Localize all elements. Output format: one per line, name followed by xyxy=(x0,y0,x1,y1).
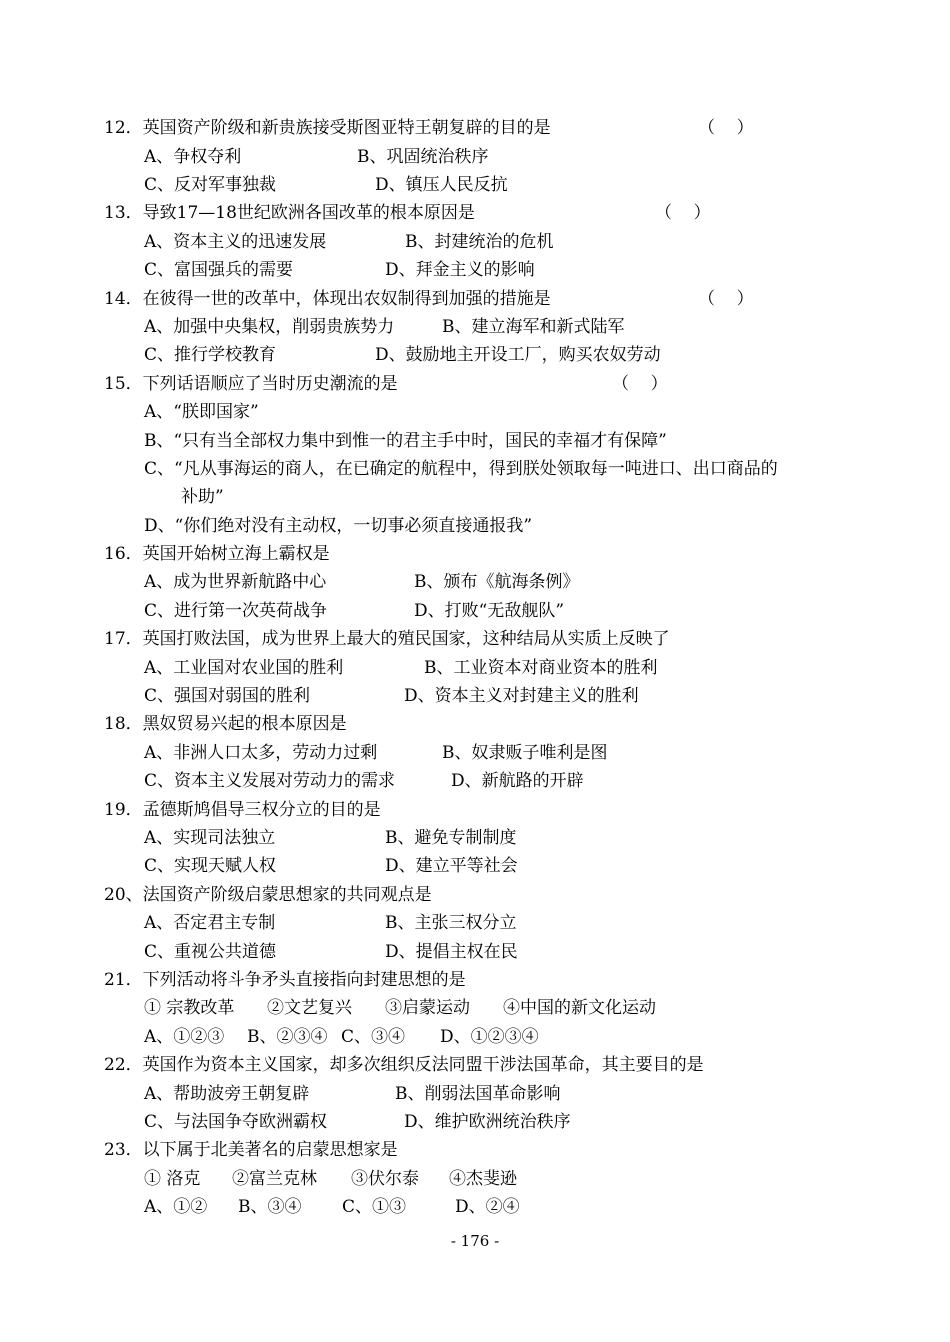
option-a: A、①② xyxy=(144,1197,208,1217)
option-b: B、避免专制制度 xyxy=(385,828,517,848)
option-a: A、“朕即国家” xyxy=(144,402,259,422)
option-a: A、实现司法独立 xyxy=(144,828,276,848)
option-d: D、打败“无敌舰队” xyxy=(414,601,565,621)
option-d: D、鼓励地主开设工厂，购买农奴劳动 xyxy=(375,345,661,365)
item-1: ① 宗教改革 xyxy=(144,998,235,1018)
item-3: ③伏尔泰 xyxy=(351,1169,419,1189)
question-21-stem: 21．下列活动将斗争矛头直接指向封建思想的是 xyxy=(104,970,466,990)
option-c: C、进行第一次英荷战争 xyxy=(144,601,328,621)
item-4: ④杰斐逊 xyxy=(449,1169,517,1189)
question-13-answer-blank: （ ） xyxy=(655,203,711,223)
option-a: A、争权夺利 xyxy=(144,147,242,167)
option-a: A、加强中央集权，削弱贵族势力 xyxy=(144,317,395,337)
option-b: B、“只有当全部权力集中到惟一的君主手中时，国民的幸福才有保障” xyxy=(144,431,667,451)
question-14-answer-blank: （ ） xyxy=(698,289,754,309)
item-3: ③启蒙运动 xyxy=(385,998,470,1018)
option-c: C、与法国争夺欧洲霸权 xyxy=(144,1112,328,1132)
option-c: C、“凡从事海运的商人，在已确定的航程中，得到朕处领取每一吨进口、出口商品的 xyxy=(144,459,778,479)
option-b: B、工业资本对商业资本的胜利 xyxy=(424,658,658,678)
option-d: D、①②③④ xyxy=(440,1027,539,1047)
option-a: A、①②③ xyxy=(144,1027,225,1047)
question-19-stem: 19．孟德斯鸠倡导三权分立的目的是 xyxy=(104,800,381,820)
option-c: C、①③ xyxy=(342,1197,407,1217)
question-18-stem: 18．黑奴贸易兴起的根本原因是 xyxy=(104,714,347,734)
option-c: C、实现天赋人权 xyxy=(144,856,277,876)
option-d: D、资本主义对封建主义的胜利 xyxy=(404,686,639,706)
question-16-stem: 16．英国开始树立海上霸权是 xyxy=(104,544,330,564)
option-b: B、巩固统治秩序 xyxy=(357,147,489,167)
option-d: D、镇压人民反抗 xyxy=(375,175,508,195)
option-b: B、颁布《航海条例》 xyxy=(414,572,580,592)
option-b: B、③④ xyxy=(238,1197,302,1217)
option-d: D、②④ xyxy=(455,1197,520,1217)
option-a: A、非洲人口太多，劳动力过剩 xyxy=(144,743,378,763)
page-number: - 176 - xyxy=(450,1232,500,1250)
option-d: D、建立平等社会 xyxy=(385,856,518,876)
question-12-answer-blank: （ ） xyxy=(698,118,754,138)
question-17-stem: 17．英国打败法国，成为世界上最大的殖民国家，这种结局从实质上反映了 xyxy=(104,629,670,649)
question-22-stem: 22．英国作为资本主义国家，却多次组织反法同盟干涉法国革命，其主要目的是 xyxy=(104,1055,704,1075)
question-13-stem: 13．导致17—18世纪欧洲各国改革的根本原因是 xyxy=(104,203,475,223)
option-c: C、强国对弱国的胜利 xyxy=(144,686,311,706)
option-a: A、资本主义的迅速发展 xyxy=(144,232,327,252)
item-2: ②文艺复兴 xyxy=(267,998,352,1018)
option-a: A、成为世界新航路中心 xyxy=(144,572,327,592)
question-20-stem: 20、法国资产阶级启蒙思想家的共同观点是 xyxy=(104,885,432,905)
option-b: B、封建统治的危机 xyxy=(405,232,554,252)
item-4: ④中国的新文化运动 xyxy=(503,998,656,1018)
option-a: A、否定君主专制 xyxy=(144,913,276,933)
option-c: C、重视公共道德 xyxy=(144,942,277,962)
item-1: ① 洛克 xyxy=(144,1169,201,1189)
option-c: C、反对军事独裁 xyxy=(144,175,277,195)
option-c: C、③④ xyxy=(341,1027,406,1047)
option-a: A、帮助波旁王朝复辟 xyxy=(144,1084,310,1104)
option-b: B、奴隶贩子唯利是图 xyxy=(442,743,608,763)
question-12-stem: 12．英国资产阶级和新贵族接受斯图亚特王朝复辟的目的是 xyxy=(104,118,551,138)
option-b: B、削弱法国革命影响 xyxy=(395,1084,561,1104)
option-d: D、提倡主权在民 xyxy=(385,942,518,962)
question-14-stem: 14．在彼得一世的改革中，体现出农奴制得到加强的措施是 xyxy=(104,289,551,309)
option-a: A、工业国对农业国的胜利 xyxy=(144,658,344,678)
option-c: C、推行学校教育 xyxy=(144,345,277,365)
option-d: D、新航路的开辟 xyxy=(451,771,584,791)
question-15-answer-blank: （ ） xyxy=(612,374,668,394)
option-d: D、维护欧洲统治秩序 xyxy=(404,1112,571,1132)
option-c-continued: 补助” xyxy=(181,487,224,507)
option-d: D、“你们绝对没有主动权，一切事必须直接通报我” xyxy=(144,516,533,536)
option-b: B、主张三权分立 xyxy=(385,913,517,933)
option-c: C、富国强兵的需要 xyxy=(144,260,294,280)
question-23-stem: 23．以下属于北美著名的启蒙思想家是 xyxy=(104,1140,398,1160)
option-c: C、资本主义发展对劳动力的需求 xyxy=(144,771,396,791)
option-b: B、②③④ xyxy=(247,1027,328,1047)
item-2: ②富兰克林 xyxy=(232,1169,317,1189)
question-15-stem: 15．下列话语顺应了当时历史潮流的是 xyxy=(104,374,398,394)
option-d: D、拜金主义的影响 xyxy=(385,260,535,280)
option-b: B、建立海军和新式陆军 xyxy=(442,317,625,337)
